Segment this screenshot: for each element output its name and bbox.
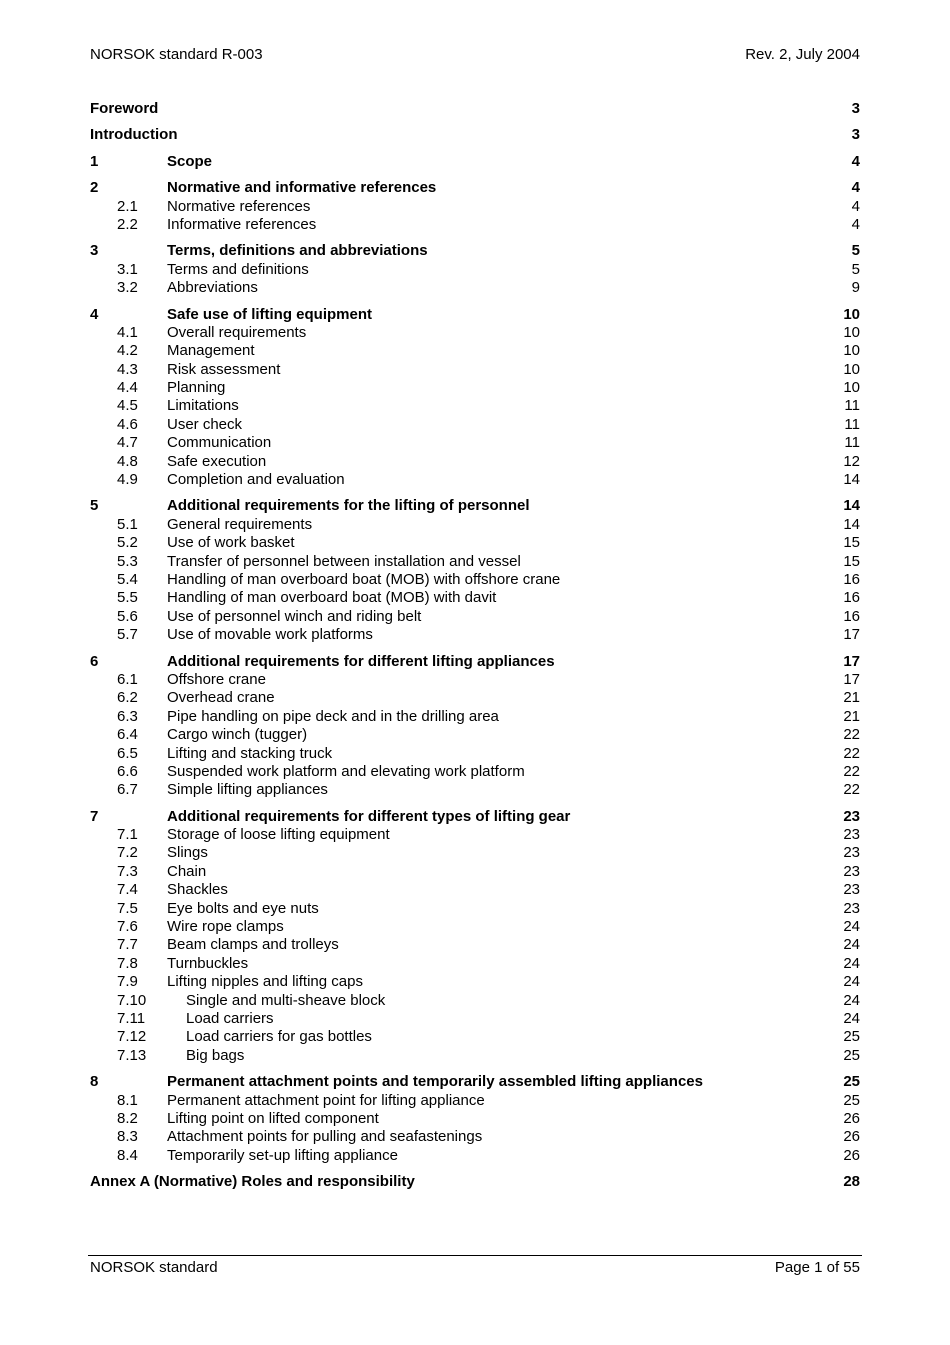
toc-entry-title: Handling of man overboard boat (MOB) with offshore crane xyxy=(167,570,561,588)
toc-entry-page: 25 xyxy=(843,1091,860,1109)
toc-entry-title: Lifting point on lifted component xyxy=(167,1109,379,1127)
toc-entry-number: 6.5 xyxy=(117,744,138,762)
footer-page-number: Page 1 of 55 xyxy=(774,1259,860,1276)
toc-subentry[interactable] xyxy=(90,342,860,360)
toc-entry-number: 4.8 xyxy=(117,452,138,470)
toc-entry-page: 4 xyxy=(851,179,860,197)
toc-subentry[interactable] xyxy=(90,1010,860,1028)
toc-entry-number: 5.3 xyxy=(117,552,138,570)
toc-entry-page: 17 xyxy=(843,670,860,688)
toc-subentry[interactable] xyxy=(90,844,860,862)
toc-entry-number: 4.7 xyxy=(117,434,138,452)
toc-section xyxy=(90,100,860,118)
toc-subentry[interactable] xyxy=(90,361,860,379)
toc-entry-title: Lifting and stacking truck xyxy=(167,744,333,762)
toc-entry-page: 15 xyxy=(843,534,860,552)
toc-heading-entry[interactable] xyxy=(90,653,860,671)
toc-entry-page: 23 xyxy=(843,826,860,844)
toc-entry-number: 7.11 xyxy=(117,1009,146,1027)
toc-entry-title: Additional requirements for different lifting appliances xyxy=(167,652,555,670)
toc-subentry[interactable] xyxy=(90,955,860,973)
toc-subentry[interactable] xyxy=(90,781,860,799)
toc-subentry[interactable] xyxy=(90,434,860,452)
toc-entry-number: 2.2 xyxy=(117,215,138,233)
toc-entry-number: 8.3 xyxy=(117,1128,138,1146)
toc-entry-page: 10 xyxy=(843,342,860,360)
toc-subentry[interactable] xyxy=(90,453,860,471)
toc-entry-title: Additional requirements for the lifting of personnel xyxy=(167,497,530,515)
toc-section xyxy=(90,808,860,1065)
toc-heading-entry[interactable] xyxy=(90,497,860,515)
toc-entry-page: 24 xyxy=(843,991,860,1009)
toc-entry-title: Handling of man overboard boat (MOB) with davit xyxy=(167,589,497,607)
header-document-id: NORSOK standard R-003 xyxy=(90,46,263,63)
toc-entry-page: 25 xyxy=(843,1073,860,1091)
toc-entry-title: Completion and evaluation xyxy=(167,471,345,489)
toc-entry-page: 23 xyxy=(843,844,860,862)
toc-entry-number: 4 xyxy=(90,305,99,323)
table-of-contents xyxy=(90,100,860,1199)
toc-entry-title: Temporarily set-up lifting appliance xyxy=(167,1146,398,1164)
toc-subentry[interactable] xyxy=(90,198,860,216)
toc-entry-number: 6.7 xyxy=(117,781,138,799)
toc-entry-number: 4.1 xyxy=(117,323,138,341)
toc-subentry[interactable] xyxy=(90,1128,860,1146)
toc-entry-number: 5 xyxy=(90,497,99,515)
toc-entry-page: 23 xyxy=(843,862,860,880)
toc-entry-page: 10 xyxy=(843,360,860,378)
toc-entry-title: Offshore crane xyxy=(167,670,266,688)
toc-entry-number: 7.6 xyxy=(117,918,138,936)
toc-entry-page: 11 xyxy=(844,415,860,433)
toc-entry-title: Overall requirements xyxy=(167,323,307,341)
toc-entry-title: Storage of loose lifting equipment xyxy=(167,826,390,844)
toc-entry-title: Wire rope clamps xyxy=(167,918,284,936)
toc-entry-number: 7.5 xyxy=(117,899,138,917)
toc-entry-title: Eye bolts and eye nuts xyxy=(167,899,319,917)
toc-subentry[interactable] xyxy=(90,534,860,552)
toc-subentry[interactable] xyxy=(90,1047,860,1065)
toc-entry-page: 5 xyxy=(851,242,860,260)
toc-subentry[interactable] xyxy=(90,553,860,571)
toc-entry-title: Suspended work platform and elevating work platform xyxy=(167,762,525,780)
toc-entry-number: 5.2 xyxy=(117,534,138,552)
toc-subentry[interactable] xyxy=(90,726,860,744)
toc-entry-page: 17 xyxy=(843,626,860,644)
toc-entry-page: 11 xyxy=(844,434,860,452)
toc-entry-page: 22 xyxy=(843,726,860,744)
toc-entry-number: 7 xyxy=(90,807,99,825)
toc-subentry[interactable] xyxy=(90,379,860,397)
toc-subentry[interactable] xyxy=(90,589,860,607)
toc-entry-title: Terms, definitions and abbreviations xyxy=(167,242,428,260)
page-header xyxy=(90,45,860,65)
toc-subentry[interactable] xyxy=(90,900,860,918)
toc-entry-page: 24 xyxy=(843,1009,860,1027)
toc-entry-page: 14 xyxy=(843,497,860,515)
toc-heading-entry[interactable] xyxy=(90,1073,860,1091)
toc-entry-number: 7.10 xyxy=(117,991,147,1009)
toc-entry-number: 3.1 xyxy=(117,260,138,278)
toc-entry-number: 5.1 xyxy=(117,515,138,533)
toc-entry-title: Risk assessment xyxy=(167,360,281,378)
toc-entry-page: 15 xyxy=(843,552,860,570)
toc-entry-number: 8.2 xyxy=(117,1109,138,1127)
toc-heading-entry[interactable] xyxy=(90,242,860,260)
toc-entry-page: 14 xyxy=(843,515,860,533)
toc-subentry[interactable] xyxy=(90,671,860,689)
toc-heading-entry[interactable] xyxy=(90,100,860,118)
toc-subentry[interactable] xyxy=(90,1092,860,1110)
toc-entry-title: Slings xyxy=(167,844,208,862)
toc-entry-number: 6.6 xyxy=(117,762,138,780)
toc-entry-title: Simple lifting appliances xyxy=(167,781,328,799)
toc-entry-page: 10 xyxy=(843,379,860,397)
toc-subentry[interactable] xyxy=(90,745,860,763)
toc-entry-title: Informative references xyxy=(167,215,317,233)
toc-entry-number: 2 xyxy=(90,179,99,197)
toc-entry-title: General requirements xyxy=(167,515,313,533)
footer-divider xyxy=(88,1255,862,1256)
toc-heading-entry[interactable] xyxy=(90,126,860,144)
toc-entry-number: 5.4 xyxy=(117,570,138,588)
toc-entry-number: 3.2 xyxy=(117,279,138,297)
toc-section xyxy=(90,126,860,144)
toc-entry-number: 4.5 xyxy=(117,397,138,415)
toc-entry-number: 3 xyxy=(90,242,99,260)
toc-entry-title: Scope xyxy=(167,152,213,170)
toc-entry-number: 8 xyxy=(90,1073,99,1091)
toc-entry-page: 4 xyxy=(851,197,860,215)
toc-entry-number: 5.5 xyxy=(117,589,138,607)
toc-entry-number: 4.9 xyxy=(117,471,138,489)
toc-entry-title: Pipe handling on pipe deck and in the drilling area xyxy=(167,707,499,725)
toc-entry-page: 23 xyxy=(843,899,860,917)
toc-subentry[interactable] xyxy=(90,608,860,626)
toc-entry-title: Attachment points for pulling and seafastenings xyxy=(167,1128,483,1146)
toc-section xyxy=(90,306,860,490)
toc-entry-number: 7.8 xyxy=(117,954,138,972)
toc-section xyxy=(90,1173,860,1191)
toc-subentry[interactable] xyxy=(90,416,860,434)
toc-entry-page: 24 xyxy=(843,973,860,991)
toc-section xyxy=(90,1073,860,1165)
toc-entry-page: 26 xyxy=(843,1109,860,1127)
toc-subentry[interactable] xyxy=(90,279,860,297)
toc-entry-number: 2.1 xyxy=(117,197,138,215)
toc-entry-number: 4.6 xyxy=(117,415,138,433)
toc-entry-page: 28 xyxy=(843,1173,860,1191)
toc-entry-number: 8.1 xyxy=(117,1091,138,1109)
toc-entry-title: Lifting nipples and lifting caps xyxy=(167,973,363,991)
toc-entry-page: 10 xyxy=(843,323,860,341)
toc-entry-page: 26 xyxy=(843,1146,860,1164)
toc-subentry[interactable] xyxy=(90,1110,860,1128)
toc-entry-page: 16 xyxy=(843,607,860,625)
toc-heading-entry[interactable] xyxy=(90,153,860,171)
toc-entry-title: Big bags xyxy=(186,1046,245,1064)
toc-entry-page: 23 xyxy=(843,807,860,825)
toc-subentry[interactable] xyxy=(90,973,860,991)
toc-entry-title: Safe use of lifting equipment xyxy=(167,305,373,323)
toc-entry-number: 7.12 xyxy=(117,1028,147,1046)
toc-subentry[interactable] xyxy=(90,324,860,342)
toc-subentry[interactable] xyxy=(90,1147,860,1165)
toc-entry-number: 7.9 xyxy=(117,973,138,991)
footer-standard-name: NORSOK standard xyxy=(90,1259,218,1276)
toc-entry-number: 6.1 xyxy=(117,670,138,688)
toc-entry-page: 11 xyxy=(844,397,860,415)
toc-subentry[interactable] xyxy=(90,826,860,844)
toc-entry-page: 16 xyxy=(843,589,860,607)
toc-entry-title: Management xyxy=(167,342,255,360)
toc-entry-number: 6.2 xyxy=(117,689,138,707)
toc-entry-title: Permanent attachment point for lifting appliance xyxy=(167,1091,485,1109)
toc-subentry[interactable] xyxy=(90,626,860,644)
toc-entry-page: 25 xyxy=(843,1046,860,1064)
toc-entry-title: Beam clamps and trolleys xyxy=(167,936,339,954)
toc-entry-number: 4.3 xyxy=(117,360,138,378)
toc-entry-title: Normative and informative references xyxy=(167,179,437,197)
toc-heading-entry[interactable] xyxy=(90,179,860,197)
toc-heading-entry[interactable] xyxy=(90,306,860,324)
toc-entry-number: 7.2 xyxy=(117,844,138,862)
toc-entry-title: Use of work basket xyxy=(167,534,295,552)
toc-subentry[interactable] xyxy=(90,1028,860,1046)
toc-entry-page: 16 xyxy=(843,570,860,588)
toc-entry-page: 5 xyxy=(851,260,860,278)
toc-subentry[interactable] xyxy=(90,881,860,899)
toc-entry-page: 25 xyxy=(843,1028,860,1046)
toc-entry-number: 1 xyxy=(90,152,99,170)
toc-entry-page: 22 xyxy=(843,744,860,762)
toc-entry-title: Use of movable work platforms xyxy=(167,626,373,644)
header-revision: Rev. 2, July 2004 xyxy=(745,46,860,63)
toc-section xyxy=(90,153,860,171)
toc-entry-page: 4 xyxy=(851,215,860,233)
toc-entry-number: 7.4 xyxy=(117,881,138,899)
toc-entry-page: 22 xyxy=(843,781,860,799)
toc-subentry[interactable] xyxy=(90,763,860,781)
toc-subentry[interactable] xyxy=(90,992,860,1010)
toc-entry-title: Transfer of personnel between installation and vessel xyxy=(167,552,521,570)
toc-entry-number: 7.13 xyxy=(117,1046,147,1064)
toc-entry-number: 4.4 xyxy=(117,379,138,397)
toc-entry-title: Abbreviations xyxy=(167,279,258,297)
toc-entry-page: 24 xyxy=(843,954,860,972)
toc-subentry[interactable] xyxy=(90,397,860,415)
toc-section xyxy=(90,242,860,297)
toc-entry-page: 3 xyxy=(851,126,860,144)
toc-entry-number: 8.4 xyxy=(117,1146,138,1164)
toc-entry-title: Planning xyxy=(167,379,226,397)
toc-entry-title: Chain xyxy=(167,862,207,880)
toc-entry-page: 14 xyxy=(843,471,860,489)
toc-entry-number: 7.1 xyxy=(117,826,138,844)
toc-entry-page: 12 xyxy=(843,452,860,470)
toc-entry-title: Communication xyxy=(167,434,272,452)
toc-entry-title: Terms and definitions xyxy=(167,260,309,278)
toc-entry-title: Permanent attachment points and temporarily assembled lifting appliances xyxy=(167,1073,703,1091)
toc-subentry[interactable] xyxy=(90,863,860,881)
toc-subentry[interactable] xyxy=(90,689,860,707)
toc-heading-entry[interactable] xyxy=(90,1173,860,1191)
toc-entry-title: Single and multi-sheave block xyxy=(186,991,386,1009)
toc-entry-title: Limitations xyxy=(167,397,239,415)
toc-entry-page: 22 xyxy=(843,762,860,780)
toc-entry-title: Safe execution xyxy=(167,452,267,470)
toc-heading-entry[interactable] xyxy=(90,808,860,826)
toc-entry-page: 10 xyxy=(843,305,860,323)
toc-subentry[interactable] xyxy=(90,936,860,954)
toc-entry-title: Use of personnel winch and riding belt xyxy=(167,607,422,625)
toc-subentry[interactable] xyxy=(90,571,860,589)
toc-subentry[interactable] xyxy=(90,471,860,489)
toc-entry-title: User check xyxy=(167,415,243,433)
toc-section xyxy=(90,653,860,800)
toc-entry-number: 6.3 xyxy=(117,707,138,725)
toc-entry-title: Introduction xyxy=(90,126,178,144)
toc-entry-page: 26 xyxy=(843,1128,860,1146)
toc-subentry[interactable] xyxy=(90,918,860,936)
toc-entry-page: 24 xyxy=(843,936,860,954)
toc-entry-title: Shackles xyxy=(167,881,228,899)
toc-entry-number: 7.7 xyxy=(117,936,138,954)
toc-entry-page: 4 xyxy=(851,152,860,170)
toc-subentry[interactable] xyxy=(90,216,860,234)
toc-entry-number: 7.3 xyxy=(117,862,138,880)
toc-entry-title: Turnbuckles xyxy=(167,954,249,972)
toc-entry-page: 24 xyxy=(843,918,860,936)
toc-entry-page: 9 xyxy=(851,279,860,297)
toc-entry-title: Normative references xyxy=(167,197,311,215)
toc-entry-title: Foreword xyxy=(90,100,159,117)
toc-entry-number: 5.6 xyxy=(117,607,138,625)
toc-section xyxy=(90,497,860,644)
toc-subentry[interactable] xyxy=(90,516,860,534)
toc-entry-page: 17 xyxy=(843,652,860,670)
toc-entry-number: 6.4 xyxy=(117,726,138,744)
toc-subentry[interactable] xyxy=(90,708,860,726)
toc-entry-page: 21 xyxy=(843,707,860,725)
toc-entry-page: 23 xyxy=(843,881,860,899)
toc-entry-title: Load carriers xyxy=(186,1009,274,1027)
toc-entry-title: Load carriers for gas bottles xyxy=(186,1028,372,1046)
toc-subentry[interactable] xyxy=(90,261,860,279)
toc-section xyxy=(90,179,860,234)
toc-entry-title: Cargo winch (tugger) xyxy=(167,726,308,744)
toc-entry-page: 21 xyxy=(843,689,860,707)
toc-entry-number: 5.7 xyxy=(117,626,138,644)
toc-entry-title: Additional requirements for different types of lifting gear xyxy=(167,807,571,825)
toc-entry-title: Overhead crane xyxy=(167,689,275,707)
toc-entry-number: 4.2 xyxy=(117,342,138,360)
toc-entry-number: 6 xyxy=(90,652,99,670)
page-footer xyxy=(90,1258,860,1278)
toc-entry-title: Annex A (Normative) Roles and responsibility xyxy=(90,1173,415,1191)
toc-entry-page: 3 xyxy=(851,100,860,117)
